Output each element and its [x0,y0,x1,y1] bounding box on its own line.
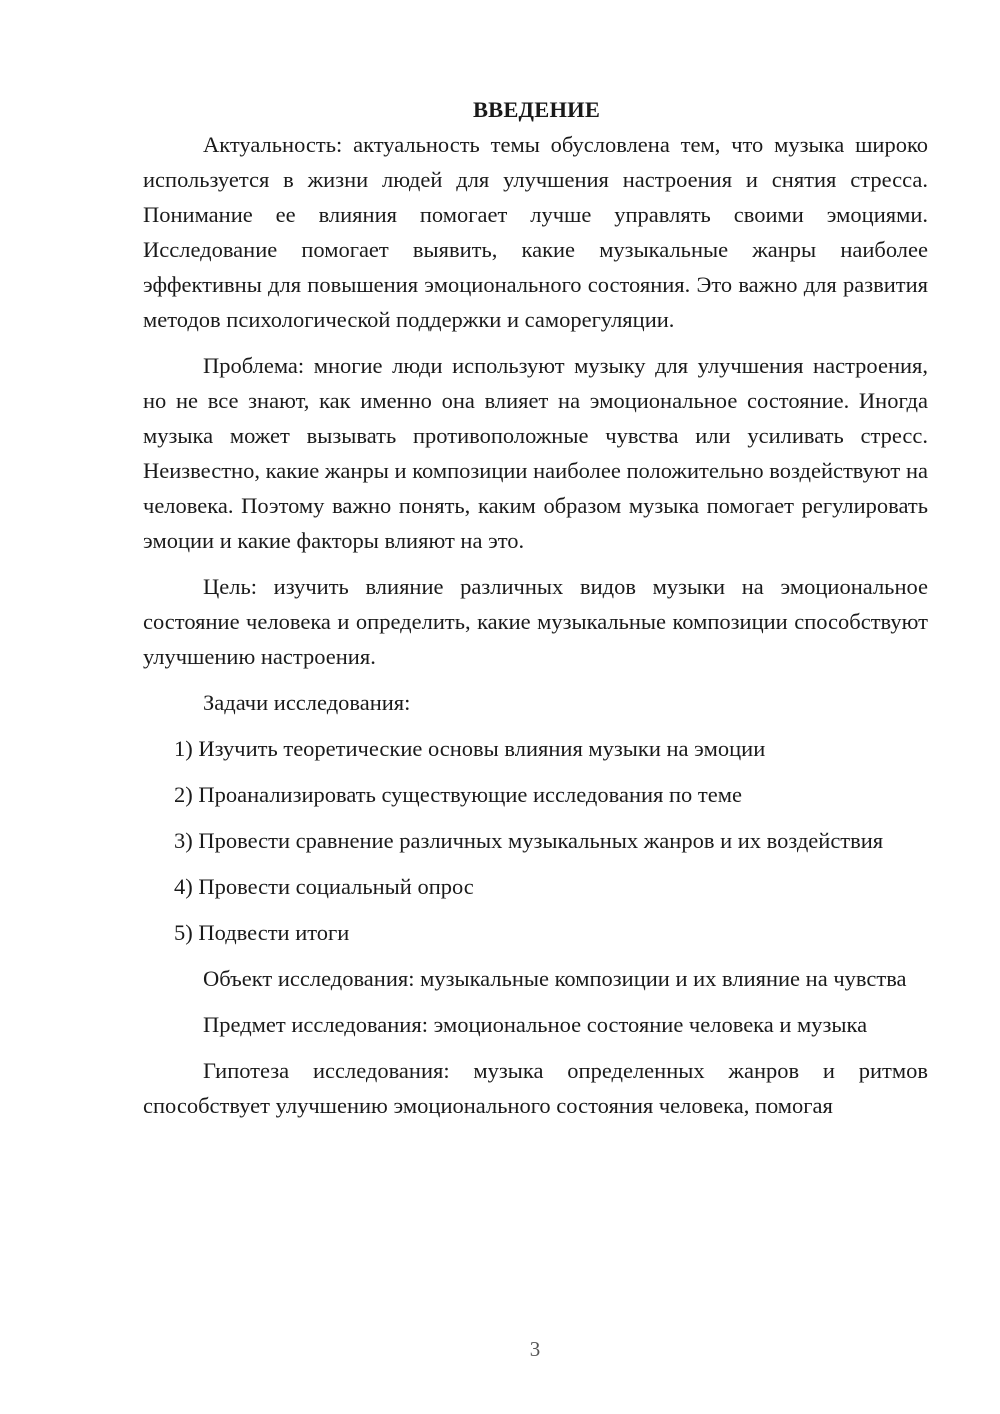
task-item: 1) Изучить теоретические основы влияния музыки на эмоции [174,736,766,761]
problem-paragraph: Проблема: многие люди используют музыку для улучшения настроения, но не все знают, как именно она влияет на эмоциональное состояние. Иногда музыка может вызывать противоположные чувства или усиливать стресс. Неизвестно, какие жанры и композиции наиболее положительно воздействуют на человека. Поэтому важно понять, каким образом музыка помогает регулировать эмоции и какие факторы влияют на это. [143,353,928,553]
page-content [143,92,928,1123]
goal-paragraph: Цель: изучить влияние различных видов музыки на эмоциональное состояние человека и определить, какие музыкальные композиции способствуют улучшению настроения. [143,574,928,669]
hypothesis-paragraph: Гипотеза исследования: музыка определенных жанров и ритмов способствует улучшению эмоционального состояния человека, помогая [143,1058,928,1118]
task-item: 4) Провести социальный опрос [174,874,474,899]
object-paragraph: Объект исследования: музыкальные композиции и их влияние на чувства [203,966,907,991]
page-number: 3 [529,1337,541,1361]
subject-paragraph: Предмет исследования: эмоциональное состояние человека и музыка [203,1012,868,1037]
task-item: 2) Проанализировать существующие исследования по теме [174,782,742,807]
tasks-heading: Задачи исследования: [203,690,411,715]
relevance-paragraph: Актуальность: актуальность темы обусловлена тем, что музыка широко используется в жизни людей для улучшения настроения и снятия стресса. Понимание ее влияния помогает лучше управлять своими эмоциями. Исследование помогает выявить, какие музыкальные жанры наиболее эффективны для повышения эмоционального состояния. Это важно для развития методов психологической поддержки и саморегуляции. [143,132,928,332]
task-item: 5) Подвести итоги [174,920,350,945]
task-item: 3) Провести сравнение различных музыкальных жанров и их воздействия [174,828,884,853]
section-title: ВВЕДЕНИЕ [472,97,601,122]
